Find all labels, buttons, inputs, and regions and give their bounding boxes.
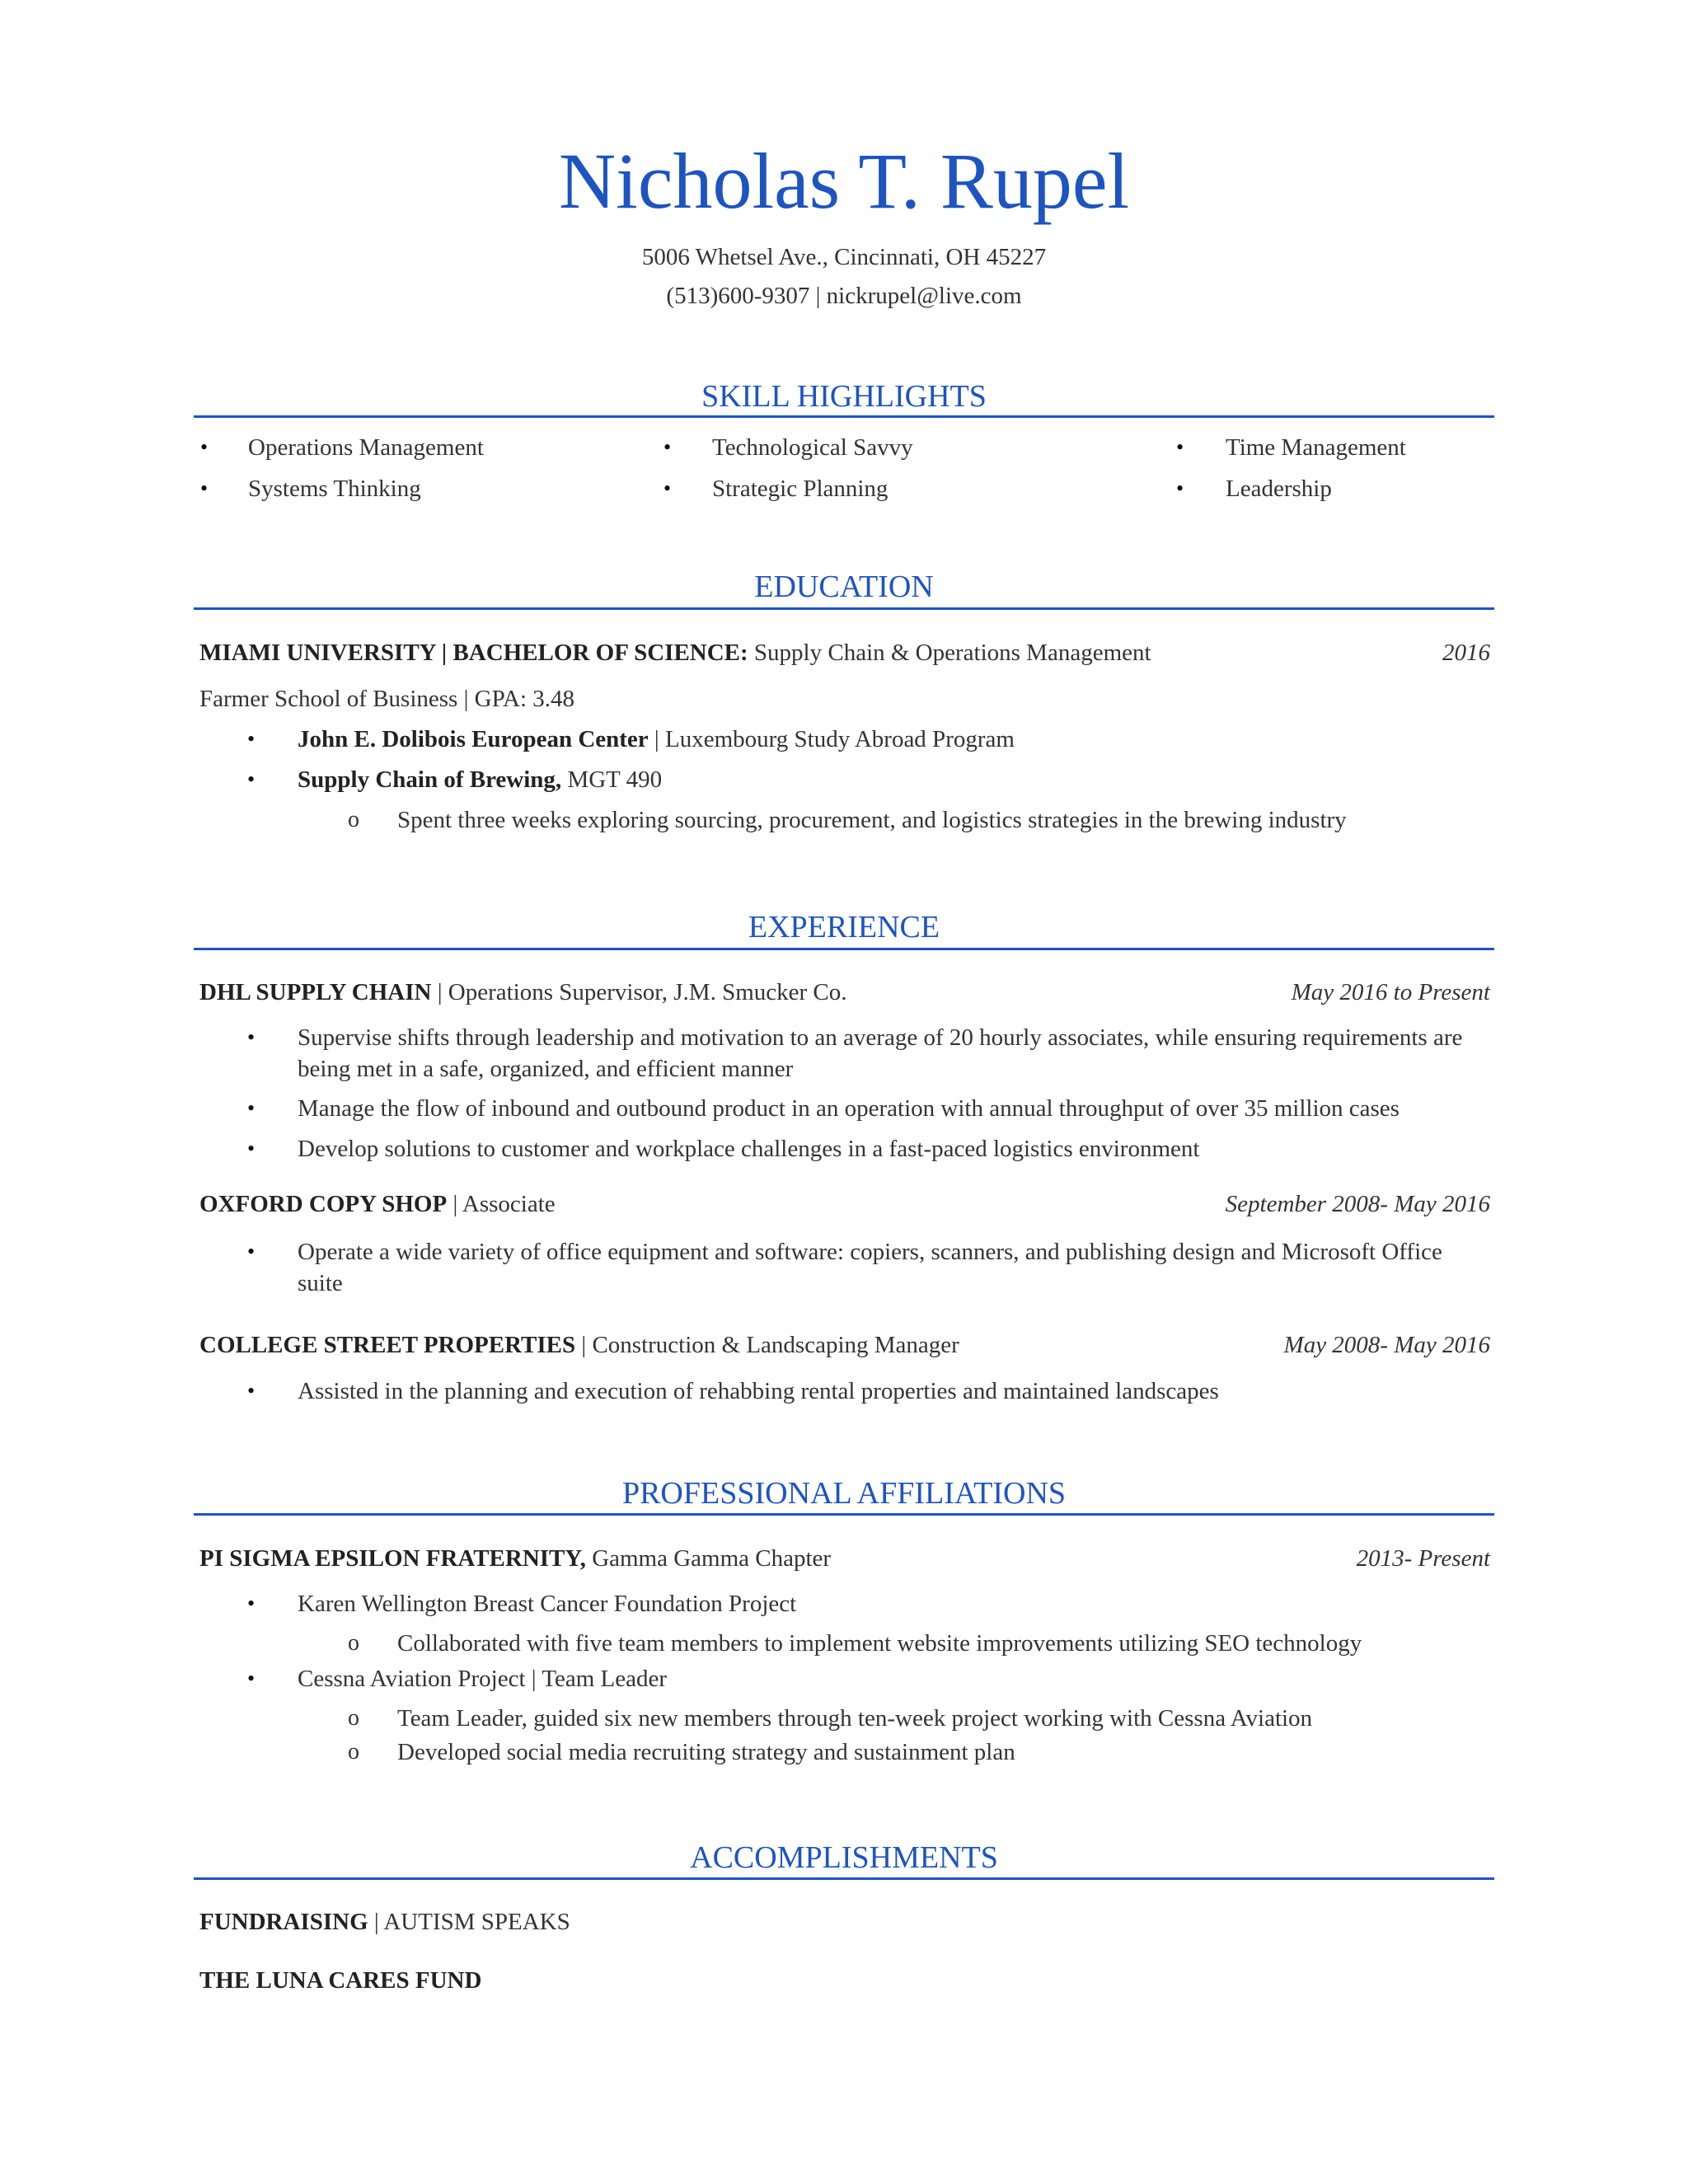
education-sub-item: Spent three weeks exploring sourcing, procurement, and logistics strategies in the brewing industry (397, 807, 1347, 833)
bullet-icon: • (247, 727, 256, 751)
project-detail: Developed social media recruiting strategy and sustainment plan (397, 1739, 1015, 1765)
job-bullet: Supervise shifts through leadership and motivation to an average of 20 hourly associates, while ensuring requirements are being met in a safe, organized, and efficient manner (298, 1024, 1463, 1082)
education-item: Supply Chain of Brewing, MGT 490 (298, 766, 663, 793)
company-name: COLLEGE STREET PROPERTIES (199, 1332, 576, 1358)
skill-item: Operations Management (248, 434, 484, 461)
school-name: MIAMI UNIVERSITY | BACHELOR OF SCIENCE: (199, 640, 748, 666)
skill-item: Technological Savvy (712, 434, 913, 461)
job-bullet: Manage the flow of inbound and outbound product in an operation with annual throughput of over 35 million cases (298, 1095, 1400, 1122)
address: 5006 Whetsel Ave., Cincinnati, OH 45227 (641, 244, 1047, 270)
sub-bullet-icon: o (348, 1630, 359, 1656)
degree: Supply Chain & Operations Management (753, 640, 1151, 666)
sub-bullet-icon: o (348, 807, 359, 832)
education-heading (199, 637, 1151, 668)
school-detail: Farmer School of Business | GPA: 3.48 (199, 686, 575, 712)
section-divider (194, 415, 1494, 418)
job-bullet: Develop solutions to customer and workplace challenges in a fast-paced logistics environment (298, 1136, 1200, 1162)
section-divider (194, 1513, 1494, 1516)
job-dates: May 2008- May 2016 (1283, 1332, 1490, 1358)
company-name: DHL SUPPLY CHAIN (199, 979, 432, 1005)
bullet-icon: • (247, 1591, 256, 1615)
sub-bullet-icon: o (348, 1739, 359, 1765)
skill-item: Strategic Planning (712, 476, 889, 502)
sub-bullet-icon: o (348, 1705, 359, 1731)
bullet-icon: • (247, 1137, 256, 1160)
job-role: | Associate (447, 1191, 556, 1217)
chapter-name: Gamma Gamma Chapter (585, 1545, 832, 1572)
section-title-education: EDUCATION (754, 569, 934, 604)
bullet-icon: • (663, 476, 672, 500)
phone-email: (513)600-9307 | nickrupel@live.com (666, 283, 1022, 309)
section-divider (194, 948, 1494, 950)
job-dates: May 2016 to Present (1291, 979, 1490, 1005)
accomplishment-item: FUNDRAISING | AUTISM SPEAKS (199, 1909, 570, 1935)
project-name: Karen Wellington Breast Cancer Foundation Project (298, 1591, 797, 1617)
section-divider (194, 1877, 1494, 1880)
section-title-accomplishments: ACCOMPLISHMENTS (690, 1840, 998, 1875)
bullet-icon: • (247, 1666, 256, 1690)
company-name: OXFORD COPY SHOP (199, 1191, 448, 1217)
section-title-affiliations: PROFESSIONAL AFFILIATIONS (621, 1476, 1067, 1511)
skill-item: Leadership (1226, 476, 1332, 502)
bullet-icon: • (1176, 435, 1184, 459)
section-title-experience: EXPERIENCE (748, 910, 940, 944)
bullet-icon: • (247, 767, 256, 791)
job-role: | Construction & Landscaping Manager (575, 1332, 959, 1358)
bullet-icon: • (663, 435, 672, 459)
job-dates: September 2008- May 2016 (1225, 1191, 1490, 1217)
job-bullet: Assisted in the planning and execution of rehabbing rental properties and maintained landscapes (298, 1378, 1219, 1404)
bullet-icon: • (1176, 476, 1184, 500)
job-role: | Operations Supervisor, J.M. Smucker Co. (431, 979, 847, 1005)
bullet-icon: • (200, 435, 209, 459)
job-heading (199, 1188, 556, 1220)
affiliation-dates: 2013- Present (1356, 1545, 1490, 1572)
organization-name: PI SIGMA EPSILON FRATERNITY, (199, 1545, 586, 1572)
accomplishment-item: THE LUNA CARES FUND (199, 1967, 482, 1994)
job-heading (199, 1329, 959, 1361)
bullet-icon: • (247, 1096, 256, 1120)
job-heading (199, 977, 847, 1008)
project-name: Cessna Aviation Project | Team Leader (298, 1666, 668, 1692)
job-bullet: Operate a wide variety of office equipment and software: copiers, scanners, and publishing design and Microsoft Office suite (298, 1239, 1442, 1296)
skill-item: Systems Thinking (248, 476, 421, 502)
candidate-name: Nicholas T. Rupel (558, 137, 1130, 225)
section-divider (194, 607, 1494, 610)
skill-item: Time Management (1226, 434, 1406, 461)
education-item: John E. Dolibois European Center | Luxembourg Study Abroad Program (298, 726, 1015, 752)
project-detail: Collaborated with five team members to implement website improvements utilizing SEO technology (397, 1630, 1362, 1657)
bullet-icon: • (247, 1025, 256, 1049)
bullet-icon: • (247, 1379, 256, 1403)
graduation-year: 2016 (1442, 640, 1490, 666)
affiliation-heading (199, 1543, 831, 1574)
project-detail: Team Leader, guided six new members through ten-week project working with Cessna Aviation (397, 1705, 1313, 1732)
bullet-icon: • (247, 1240, 256, 1263)
bullet-icon: • (200, 476, 209, 500)
section-title-skills: SKILL HIGHLIGHTS (701, 379, 987, 414)
